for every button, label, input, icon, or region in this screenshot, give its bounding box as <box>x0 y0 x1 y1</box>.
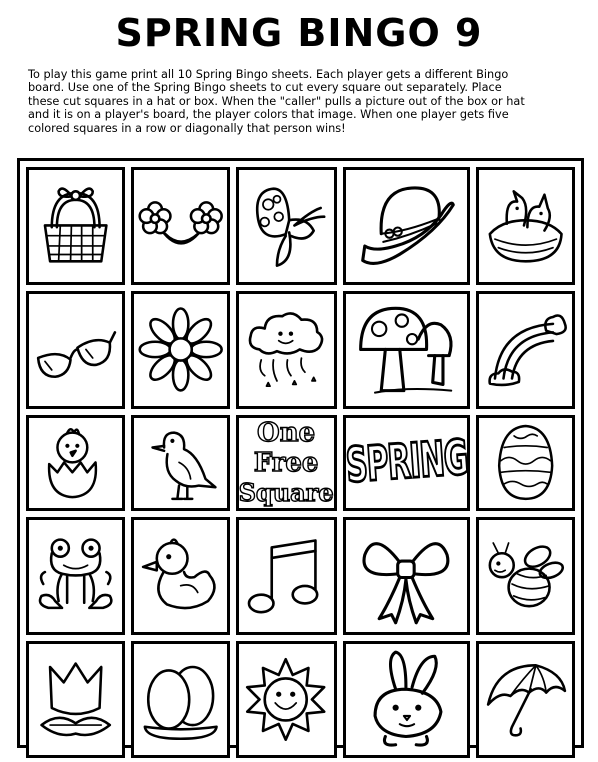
bingo-square-rainbow <box>476 291 575 409</box>
bird-nest-icon <box>483 174 568 277</box>
bingo-square-sun-hat <box>343 167 471 285</box>
instructions-line: board. Use one of the Spring Bingo sheets to cut every square out separately. Place <box>28 81 502 95</box>
free-square-text: Free <box>253 447 319 478</box>
sun-hat-icon <box>350 174 462 277</box>
bingo-square-butterfly <box>236 167 337 285</box>
bingo-board <box>17 158 584 748</box>
bingo-square-spring-word <box>343 415 471 511</box>
bird-icon <box>138 421 223 504</box>
bingo-square-easter-egg <box>476 415 575 511</box>
smiling-sun-icon <box>242 648 329 751</box>
easter-egg-icon <box>483 421 568 504</box>
bingo-square-bird <box>131 415 230 511</box>
duckling-icon <box>138 524 223 627</box>
daisy-icon <box>138 298 223 401</box>
free-square <box>236 415 337 511</box>
eggs-in-nest-icon <box>138 648 223 751</box>
instructions-line: colored squares in a row or diagonally that person wins! <box>28 121 346 135</box>
free-square-text: Square <box>238 477 334 507</box>
frog-icon <box>33 524 118 627</box>
hatching-chick-icon <box>33 421 118 504</box>
instructions-line: these cut squares in a hat or box. When the "caller" pulls a picture out of the box or hat <box>28 94 525 108</box>
music-note-icon <box>242 524 329 627</box>
tulip-icon <box>33 648 118 751</box>
bingo-square-bird-nest <box>476 167 575 285</box>
bingo-square-eggs-in-nest <box>131 641 230 759</box>
bunny-icon <box>350 648 462 751</box>
bingo-square-hatching-chick <box>26 415 125 511</box>
bingo-square-bee <box>476 517 575 635</box>
sunglasses-icon <box>33 298 118 401</box>
rainbow-icon <box>483 298 568 401</box>
bow-icon <box>350 524 462 627</box>
bingo-square-basket <box>26 167 125 285</box>
bee-icon <box>483 524 568 627</box>
rain-cloud-icon <box>242 298 329 401</box>
bingo-square-bow <box>343 517 471 635</box>
mushroom-icon <box>350 298 462 401</box>
bingo-square-daisy <box>131 291 230 409</box>
bingo-square-tulip <box>26 641 125 759</box>
bingo-square-umbrella <box>476 641 575 759</box>
bingo-square-music-note <box>236 517 337 635</box>
bingo-square-mushroom <box>343 291 471 409</box>
bingo-square-smiling-sun <box>236 641 337 759</box>
instructions-line: To play this game print all 10 Spring Bingo sheets. Each player gets a different Bingo <box>28 68 509 81</box>
instructions <box>28 68 568 135</box>
umbrella-icon <box>483 648 568 751</box>
butterfly-icon <box>242 174 329 277</box>
bingo-square-sunglasses <box>26 291 125 409</box>
instructions-line: and it is on a player's board, the player colors that image. When one player gets five <box>28 108 509 122</box>
basket-icon <box>33 174 118 277</box>
bingo-square-rain-cloud <box>236 291 337 409</box>
bingo-square-bunny <box>343 641 471 759</box>
page-title: SPRING BINGO 9 <box>115 11 483 55</box>
bingo-square-frog <box>26 517 125 635</box>
free-square-text: One <box>257 417 316 448</box>
bingo-square-flower-garland <box>131 167 230 285</box>
bingo-square-duckling <box>131 517 230 635</box>
spring-word: SPRING <box>343 430 470 495</box>
flower-garland-icon <box>138 174 223 277</box>
